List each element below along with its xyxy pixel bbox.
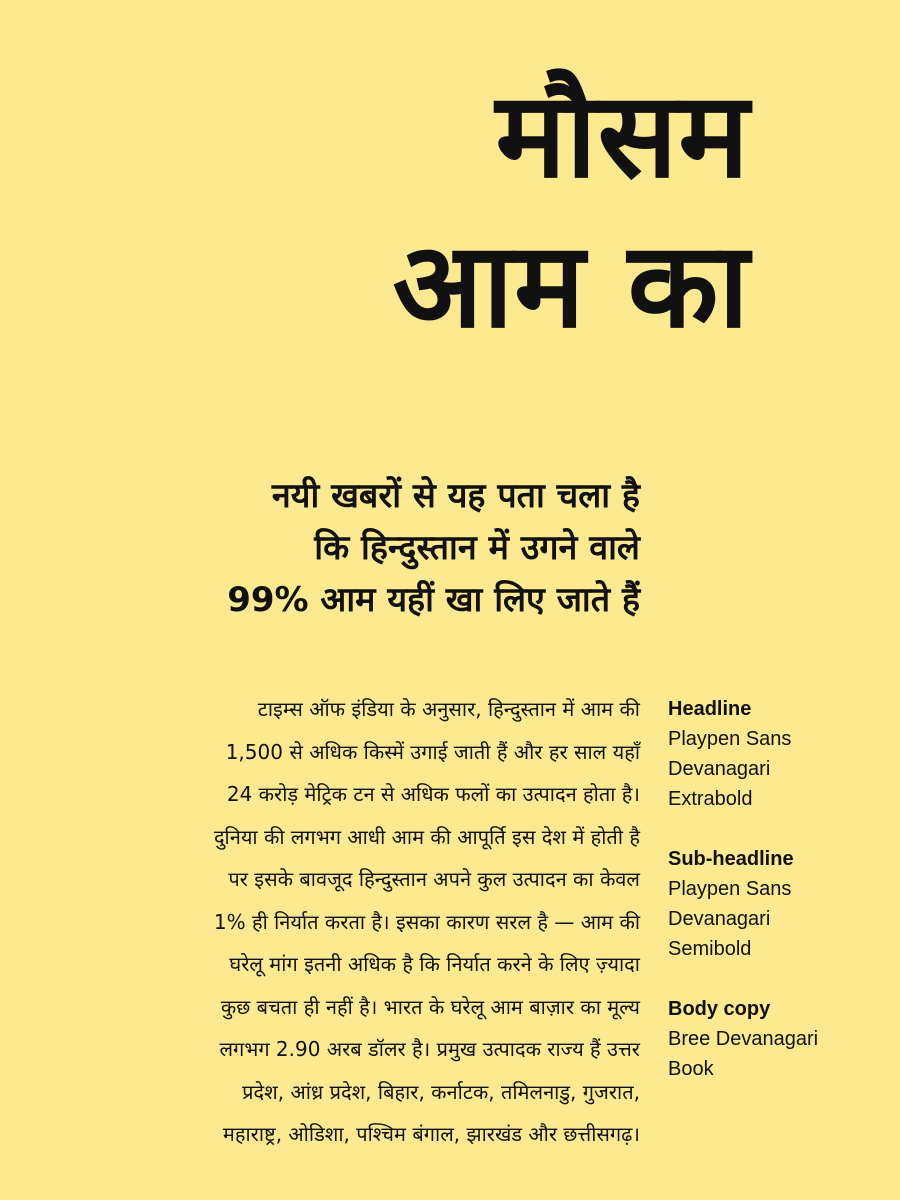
body-line: 1% ही निर्यात करता है। इसका कारण सरल है — आम की — [213, 909, 640, 934]
subheadline-line: 99% आम यहीं खा लिए जाते हैं — [227, 580, 640, 620]
credit-value: Playpen Sans — [668, 728, 792, 750]
body-line: 24 करोड़ मेट्रिक टन से अधिक फलों का उत्पादन होता है। — [226, 782, 640, 806]
headline — [0, 60, 750, 360]
headline-line: मौसम — [495, 66, 750, 204]
credit-value: Bree Devanagari — [668, 1028, 819, 1050]
body-line: प्रदेश, आंध्र प्रदेश, बिहार, कर्नाटक, तमिलनाडु, गुजरात, — [242, 1079, 640, 1104]
body-line: महाराष्ट्र, ओडिशा, पश्चिम बंगाल, झारखंड और छत्तीसगढ़। — [222, 1122, 640, 1146]
credit-value: Playpen Sans — [668, 878, 792, 900]
credit-value: Extrabold — [668, 788, 753, 810]
credit-value: Semibold — [668, 938, 752, 960]
body-line: 1,500 से अधिक किस्में उगाई जाती हैं और हर साल यहाँ — [225, 739, 640, 764]
body-copy — [0, 688, 640, 1156]
body-line: लगभग 2.90 अरब डॉलर है। प्रमुख उत्पादक राज्य हैं उत्तर — [219, 1037, 640, 1061]
credit-body-copy — [668, 994, 888, 1084]
body-line: घरेलू मांग इतनी अधिक है कि निर्यात करने के लिए ज़्यादा — [229, 952, 640, 976]
credit-label: Headline — [668, 698, 752, 720]
subheadline — [0, 470, 640, 626]
credit-value: Book — [668, 1058, 714, 1080]
subheadline-line: नयी खबरों से यह पता चला है — [271, 476, 640, 516]
body-line: दुनिया की लगभग आधी आम की आपूर्ति इस देश में होती है — [213, 824, 640, 849]
headline-line: आम का — [392, 216, 750, 354]
body-line: कुछ बचता ही नहीं है। भारत के घरेलू आम बाज़ार का मूल्य — [220, 994, 640, 1019]
credit-label: Body copy — [668, 998, 771, 1020]
font-credits — [668, 694, 888, 1114]
credit-value: Devanagari — [668, 908, 771, 930]
credit-headline — [668, 694, 888, 814]
credit-label: Sub-headline — [668, 848, 794, 870]
body-line: टाइम्स ऑफ इंडिया के अनुसार, हिन्दुस्तान में आम की — [257, 697, 640, 721]
credit-subheadline — [668, 844, 888, 964]
subheadline-line: कि हिन्दुस्तान में उगने वाले — [314, 528, 640, 568]
body-line: पर इसके बावजूद हिन्दुस्तान अपने कुल उत्पादन का केवल — [228, 867, 640, 891]
credit-value: Devanagari — [668, 758, 771, 780]
